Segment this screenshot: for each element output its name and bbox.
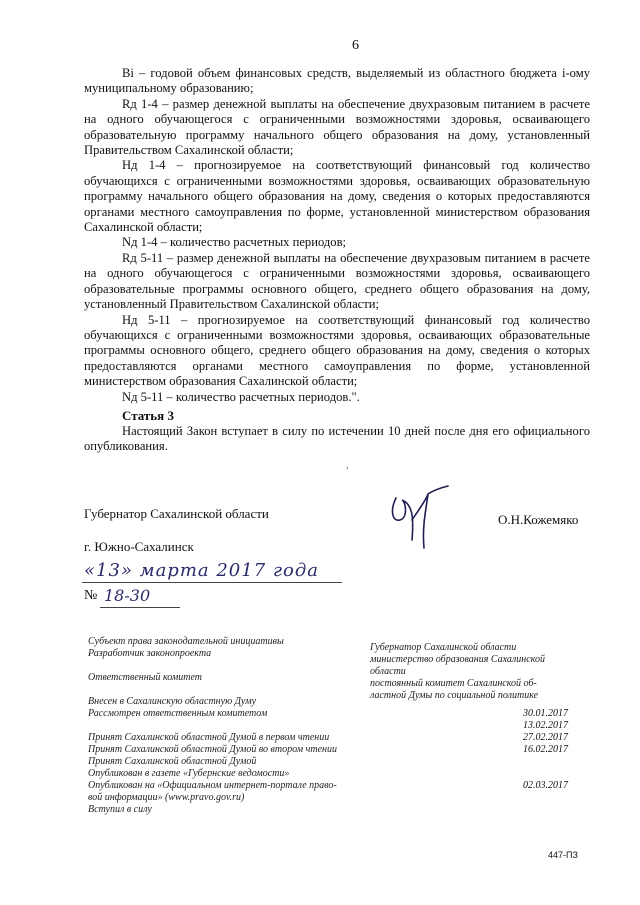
document-code: 447-ПЗ bbox=[548, 850, 578, 860]
metadata-label bbox=[88, 684, 350, 696]
metadata-label: Опубликован на «Официальном интернет-портале право- bbox=[88, 780, 337, 791]
formula-definitions bbox=[84, 66, 590, 405]
metadata-value: министерство образования Сахалинской bbox=[370, 654, 545, 665]
metadata-label: Опубликован в газете «Губернские ведомости» bbox=[88, 768, 290, 779]
metadata-label: Ответственный комитет bbox=[88, 672, 202, 683]
metadata-dates bbox=[516, 708, 568, 792]
metadata-date: 02.03.2017 bbox=[523, 780, 568, 791]
metadata-value: постоянный комитет Сахалинской об- bbox=[370, 678, 537, 689]
number-underline bbox=[100, 607, 180, 608]
metadata-label: Разработчик законопроекта bbox=[88, 648, 212, 659]
metadata-label: Вступил в силу bbox=[88, 804, 152, 815]
governor-title: Губернатор Сахалинской области bbox=[84, 506, 269, 521]
metadata-label: Принят Сахалинской областной Думой в первом чтении bbox=[88, 732, 330, 743]
metadata-label: Принят Сахалинской областной Думой bbox=[88, 756, 257, 767]
metadata-label: вой информации» (www.pravo.gov.ru) bbox=[88, 792, 245, 803]
handwritten-date: «13» марта 2017 года bbox=[84, 560, 319, 581]
metadata-date: 30.01.2017 bbox=[523, 708, 568, 719]
metadata-value: ластной Думы по социальной политике bbox=[370, 690, 539, 701]
metadata-date bbox=[516, 768, 568, 780]
article-paragraph: Настоящий Закон вступает в силу по истечении 10 дней после дня его официального опубликования. bbox=[84, 424, 590, 454]
metadata-value: области bbox=[370, 666, 406, 677]
metadata-date: 13.02.2017 bbox=[523, 720, 568, 731]
paragraph: Rд 5-11 – размер денежной выплаты на обеспечение двухразовым питанием в расчете на одного обучающегося с ограниченными возможностями здоровья, осваивающего образовательные программы основного общего, среднего общего образования на дому, установленный Правительством Сахалинской области; bbox=[84, 250, 590, 312]
paragraph: Нд 5-11 – прогнозируемое на соответствующий финансовый год количество обучающихся с ограниченными возможностями здоровья, осваивающих образовательные программы основного общего, среднего общего образования на дому, сведения о которых предоставляются органами местного самоуправления по форме, установленной министерством образования Сахалинской области; bbox=[84, 312, 590, 389]
metadata-date: 16.02.2017 bbox=[523, 744, 568, 755]
article-title: Статья 3 bbox=[122, 408, 174, 423]
metadata-values bbox=[370, 642, 570, 702]
metadata-label: Принят Сахалинской областной Думой во втором чтении bbox=[88, 744, 338, 755]
signature-image bbox=[382, 480, 462, 550]
metadata-value: Губернатор Сахалинской области bbox=[370, 642, 517, 653]
metadata-label: Рассмотрен ответственным комитетом bbox=[88, 708, 268, 719]
paragraph: Nд 5-11 – количество расчетных периодов.". bbox=[122, 389, 360, 404]
paragraph: Bi – годовой объем финансовых средств, выделяемый из областного бюджета i-ому муниципальному образованию; bbox=[84, 66, 590, 96]
scan-mark: , bbox=[346, 460, 349, 471]
metadata-labels bbox=[88, 636, 350, 816]
paragraph: Rд 1-4 – размер денежной выплаты на обеспечение двухразовым питанием в расчете на одного обучающегося с ограниченными возможностями здоровья, осваивающего образовательную программу начального общего образования на дому, установленный Правительством Сахалинской области; bbox=[84, 96, 590, 158]
page-number: 6 bbox=[352, 38, 359, 53]
paragraph: Нд 1-4 – прогнозируемое на соответствующий финансовый год количество обучающихся с ограниченными возможностями здоровья, осваивающих образовательную программу начального общего образования на дому, сведения о которых предоставляются органами местного самоуправления по форме, установленной министерством образования Сахалинской области; bbox=[84, 158, 590, 235]
paragraph: Nд 1-4 – количество расчетных периодов; bbox=[122, 235, 347, 250]
date-underline bbox=[82, 582, 342, 583]
metadata-label bbox=[88, 660, 350, 672]
metadata-date bbox=[516, 756, 568, 768]
city: г. Южно-Сахалинск bbox=[84, 539, 194, 554]
metadata-label bbox=[88, 720, 350, 732]
metadata-label: Внесен в Сахалинскую областную Думу bbox=[88, 696, 257, 707]
number-label: № bbox=[84, 588, 98, 603]
article-text bbox=[84, 424, 590, 455]
metadata-date: 27.02.2017 bbox=[523, 732, 568, 743]
governor-name: О.Н.Кожемяко bbox=[498, 512, 579, 527]
metadata-label: Субъект права законодательной инициативы bbox=[88, 636, 284, 647]
handwritten-number: 18-30 bbox=[104, 586, 151, 605]
